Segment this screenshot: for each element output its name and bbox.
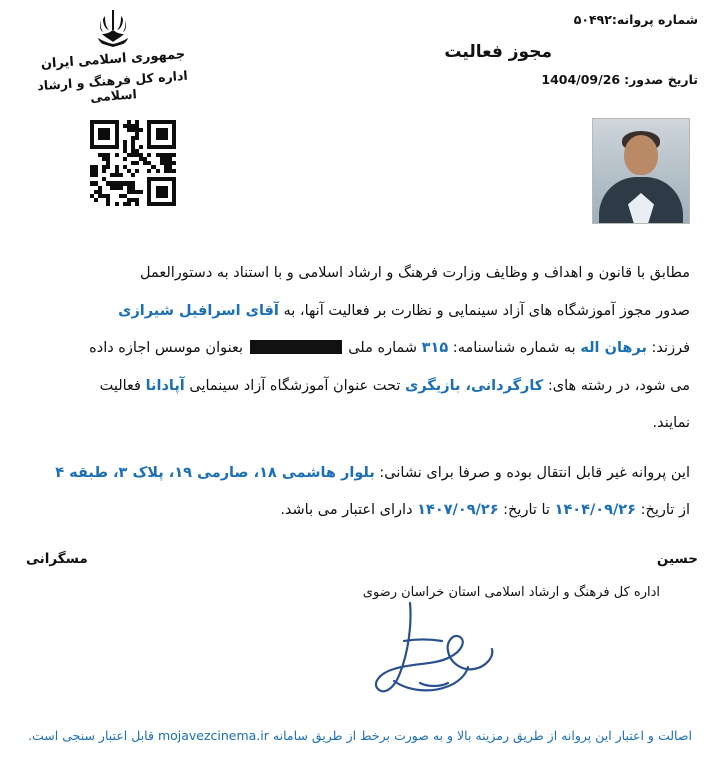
footer-text-after: قابل اعتبار سنجی است. [28,728,158,743]
body-line-2 [30,294,690,330]
valid-from-date: ۱۴۰۴/۰۹/۲۶ [554,502,636,519]
body-line-1-text: مطابق با قانون و اهداف و وظایف وزارت فرهنگ و ارشاد اسلامی و با استناد به دستورالعمل [140,265,690,281]
valid-to-label: تا تاریخ: [498,502,555,519]
body-line-4 [30,369,690,405]
father-name: برهان اله [580,340,647,357]
verification-url-link[interactable]: mojavezcinema.ir [157,728,269,743]
signatory-first-name: حسین [656,550,698,567]
body-line-3 [30,331,690,367]
iran-emblem-icon [93,4,133,48]
body-line-2-text: صدور مجوز آموزشگاه های آزاد سینمایی و نظارت بر فعالیت آنها، به [278,302,690,319]
school-name: آپادانا [145,377,185,394]
document-header [0,0,720,118]
body-line-7 [30,493,690,529]
body-line-1 [30,256,690,292]
school-address: بلوار هاشمی ۱۸، صارمی ۱۹، پلاک ۳، طبقه ۴ [55,464,375,481]
issue-date [541,72,698,87]
signatory-last-name: مسگرانی [26,550,88,567]
valid-to-date: ۱۴۰۷/۰۹/۲۶ [417,502,499,519]
footer-note [0,728,720,743]
issue-date-label: تاریخ صدور: [624,72,698,87]
permit-number: شماره پروانه:۵۰۴۹۲ [573,12,698,27]
address-label: این پروانه غیر قابل انتقال بوده و صرفا برای نشانی: [374,464,690,481]
ministry-line-1: جمهوری اسلامی ایران [40,46,186,73]
school-label: تحت عنوان آموزشگاه آزاد سینمایی [184,377,406,394]
body-line-4-suffix: فعالیت [99,377,146,394]
body-line-3-suffix: بعنوان موسس اجازه داده [89,340,248,357]
father-label: فرزند: [646,340,690,357]
document-body [30,256,690,529]
footer-text-before: اصالت و اعتبار این پروانه از طریق رمزینه بالا و به صورت برخط از طریق سامانه [268,728,692,743]
fields-of-study: کارگردانی، بازیگری [405,377,544,394]
body-line-5-text: نمایند. [652,415,690,432]
photo-head-shape [624,135,658,175]
fields-label: می شود، در رشته های: [543,377,690,394]
id-label: به شماره شناسنامه: [448,340,581,357]
ministry-line-2: اداره کل فرهنگ و ارشاد اسلامی [36,67,189,105]
id-number: ۳۱۵ [421,340,449,357]
applicant-photo [592,118,690,224]
photo-qr-row [0,118,720,238]
issuing-office: اداره کل فرهنگ و ارشاد اسلامی استان خراسان رضوی [362,584,660,600]
body-line-6 [30,456,690,492]
qr-code [90,120,176,206]
signature-block [0,551,720,711]
applicant-name: آقای اسرافیل شیرازی [118,302,279,319]
valid-from-label: از تاریخ: [636,502,690,519]
issue-date-value: 1404/09/26 [541,72,621,87]
handwritten-signature [350,595,530,705]
body-line-5 [30,406,690,442]
national-id-label: شماره ملی [343,340,422,357]
ministry-emblem-block [18,4,208,103]
validity-suffix: دارای اعتبار می باشد. [280,502,418,519]
redacted-national-id [250,340,342,354]
page-title: مجوز فعالیت [444,42,552,62]
